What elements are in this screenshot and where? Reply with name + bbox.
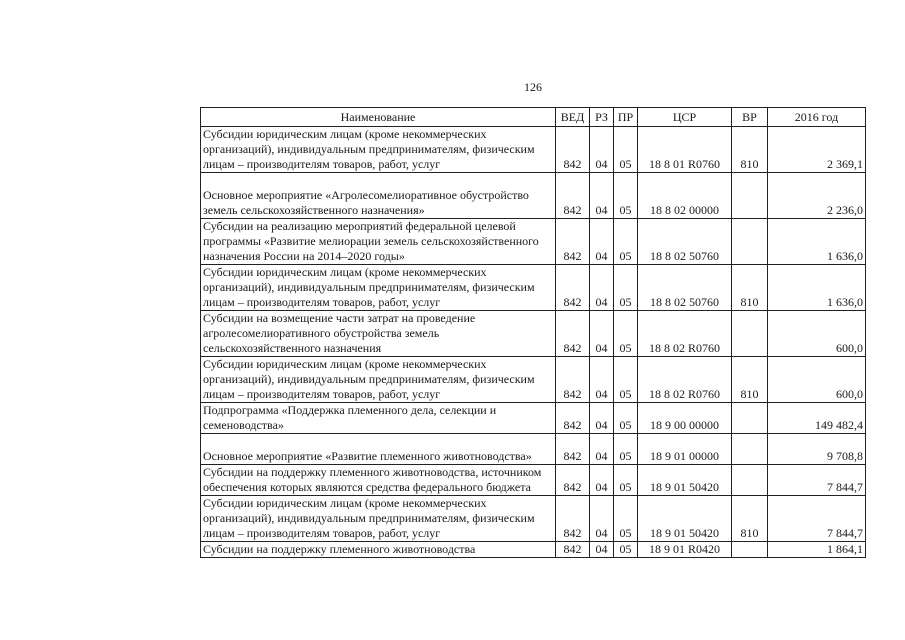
row-rz: 04 — [590, 127, 614, 173]
row-pr: 05 — [614, 219, 638, 265]
row-rz: 04 — [590, 173, 614, 219]
row-vr: 810 — [732, 496, 768, 542]
row-ved: 842 — [556, 219, 590, 265]
row-pr: 05 — [614, 265, 638, 311]
row-vr: 810 — [732, 127, 768, 173]
table-row — [201, 311, 866, 357]
row-pr: 05 — [614, 465, 638, 496]
table-row — [201, 219, 866, 265]
row-ved: 842 — [556, 173, 590, 219]
row-name: Субсидии на реализацию мероприятий федеральной целевой программы «Развитие мелиорации земель сельскохозяйственного назначения России на 2014–2020 годы» — [201, 219, 556, 265]
row-amount: 2 236,0 — [768, 173, 866, 219]
row-csr: 18 8 02 00000 — [638, 173, 732, 219]
row-ved: 842 — [556, 127, 590, 173]
row-ved: 842 — [556, 434, 590, 465]
row-pr: 05 — [614, 311, 638, 357]
row-csr: 18 9 01 00000 — [638, 434, 732, 465]
row-name: Субсидии на поддержку племенного животноводства, источником обеспечения которых являются средства федерального бюджета — [201, 465, 556, 496]
row-csr: 18 9 00 00000 — [638, 403, 732, 434]
table-row — [201, 173, 866, 219]
header-rz: РЗ — [590, 108, 614, 127]
row-name: Основное мероприятие «Агролесомелиоративное обустройство земель сельскохозяйственного назначения» — [201, 173, 556, 219]
row-amount: 1 636,0 — [768, 219, 866, 265]
row-vr — [732, 542, 768, 558]
row-vr: 810 — [732, 265, 768, 311]
row-amount: 600,0 — [768, 311, 866, 357]
row-name: Субсидии юридическим лицам (кроме некоммерческих организаций), индивидуальным предпринимателям, физическим лицам – производителям товаров, работ, услуг — [201, 127, 556, 173]
row-pr: 05 — [614, 496, 638, 542]
row-ved: 842 — [556, 542, 590, 558]
row-amount: 149 482,4 — [768, 403, 866, 434]
row-name: Субсидии на возмещение части затрат на проведение агролесомелиоративного обустройства земель сельскохозяйственного назначения — [201, 311, 556, 357]
page-number: 126 — [524, 80, 542, 94]
row-name: Субсидии юридическим лицам (кроме некоммерческих организаций), индивидуальным предпринимателям, физическим лицам – производителям товаров, работ, услуг — [201, 265, 556, 311]
row-rz: 04 — [590, 265, 614, 311]
row-ved: 842 — [556, 403, 590, 434]
row-vr — [732, 173, 768, 219]
header-ved: ВЕД — [556, 108, 590, 127]
row-csr: 18 9 01 50420 — [638, 465, 732, 496]
header-amount: 2016 год — [768, 108, 866, 127]
row-pr: 05 — [614, 127, 638, 173]
row-pr: 05 — [614, 173, 638, 219]
row-csr: 18 8 02 R0760 — [638, 357, 732, 403]
table-row — [201, 357, 866, 403]
table-row — [201, 465, 866, 496]
table-row — [201, 496, 866, 542]
table-row — [201, 127, 866, 173]
row-name: Основное мероприятие «Развитие племенного животноводства» — [201, 434, 556, 465]
row-ved: 842 — [556, 357, 590, 403]
row-pr: 05 — [614, 403, 638, 434]
table-row — [201, 542, 866, 558]
row-pr: 05 — [614, 542, 638, 558]
header-name: Наименование — [201, 108, 556, 127]
row-csr: 18 9 01 50420 — [638, 496, 732, 542]
row-name: Подпрограмма «Поддержка племенного дела, селекции и семеноводства» — [201, 403, 556, 434]
table-row — [201, 403, 866, 434]
row-amount: 7 844,7 — [768, 465, 866, 496]
row-rz: 04 — [590, 403, 614, 434]
row-name: Субсидии юридическим лицам (кроме некоммерческих организаций), индивидуальным предпринимателям, физическим лицам – производителям товаров, работ, услуг — [201, 496, 556, 542]
row-rz: 04 — [590, 465, 614, 496]
row-amount: 600,0 — [768, 357, 866, 403]
row-amount: 7 844,7 — [768, 496, 866, 542]
row-rz: 04 — [590, 496, 614, 542]
table-row — [201, 265, 866, 311]
row-amount: 2 369,1 — [768, 127, 866, 173]
row-rz: 04 — [590, 357, 614, 403]
row-csr: 18 8 01 R0760 — [638, 127, 732, 173]
row-ved: 842 — [556, 311, 590, 357]
row-csr: 18 9 01 R0420 — [638, 542, 732, 558]
row-ved: 842 — [556, 496, 590, 542]
row-vr — [732, 311, 768, 357]
header-pr: ПР — [614, 108, 638, 127]
row-vr — [732, 219, 768, 265]
row-csr: 18 8 02 50760 — [638, 219, 732, 265]
row-ved: 842 — [556, 265, 590, 311]
row-vr — [732, 465, 768, 496]
header-csr: ЦСР — [638, 108, 732, 127]
row-pr: 05 — [614, 357, 638, 403]
row-ved: 842 — [556, 465, 590, 496]
row-rz: 04 — [590, 219, 614, 265]
row-rz: 04 — [590, 542, 614, 558]
row-csr: 18 8 02 R0760 — [638, 311, 732, 357]
row-amount: 1 864,1 — [768, 542, 866, 558]
table-row — [201, 434, 866, 465]
row-amount: 9 708,8 — [768, 434, 866, 465]
row-vr — [732, 403, 768, 434]
row-pr: 05 — [614, 434, 638, 465]
row-name: Субсидии юридическим лицам (кроме некоммерческих организаций), индивидуальным предпринимателям, физическим лицам – производителям товаров, работ, услуг — [201, 357, 556, 403]
row-vr: 810 — [732, 357, 768, 403]
row-rz: 04 — [590, 311, 614, 357]
header-vr: ВР — [732, 108, 768, 127]
row-name: Субсидии на поддержку племенного животноводства — [201, 542, 556, 558]
row-rz: 04 — [590, 434, 614, 465]
row-csr: 18 8 02 50760 — [638, 265, 732, 311]
row-amount: 1 636,0 — [768, 265, 866, 311]
table-header-row — [201, 108, 866, 127]
budget-table — [200, 107, 866, 558]
row-vr — [732, 434, 768, 465]
